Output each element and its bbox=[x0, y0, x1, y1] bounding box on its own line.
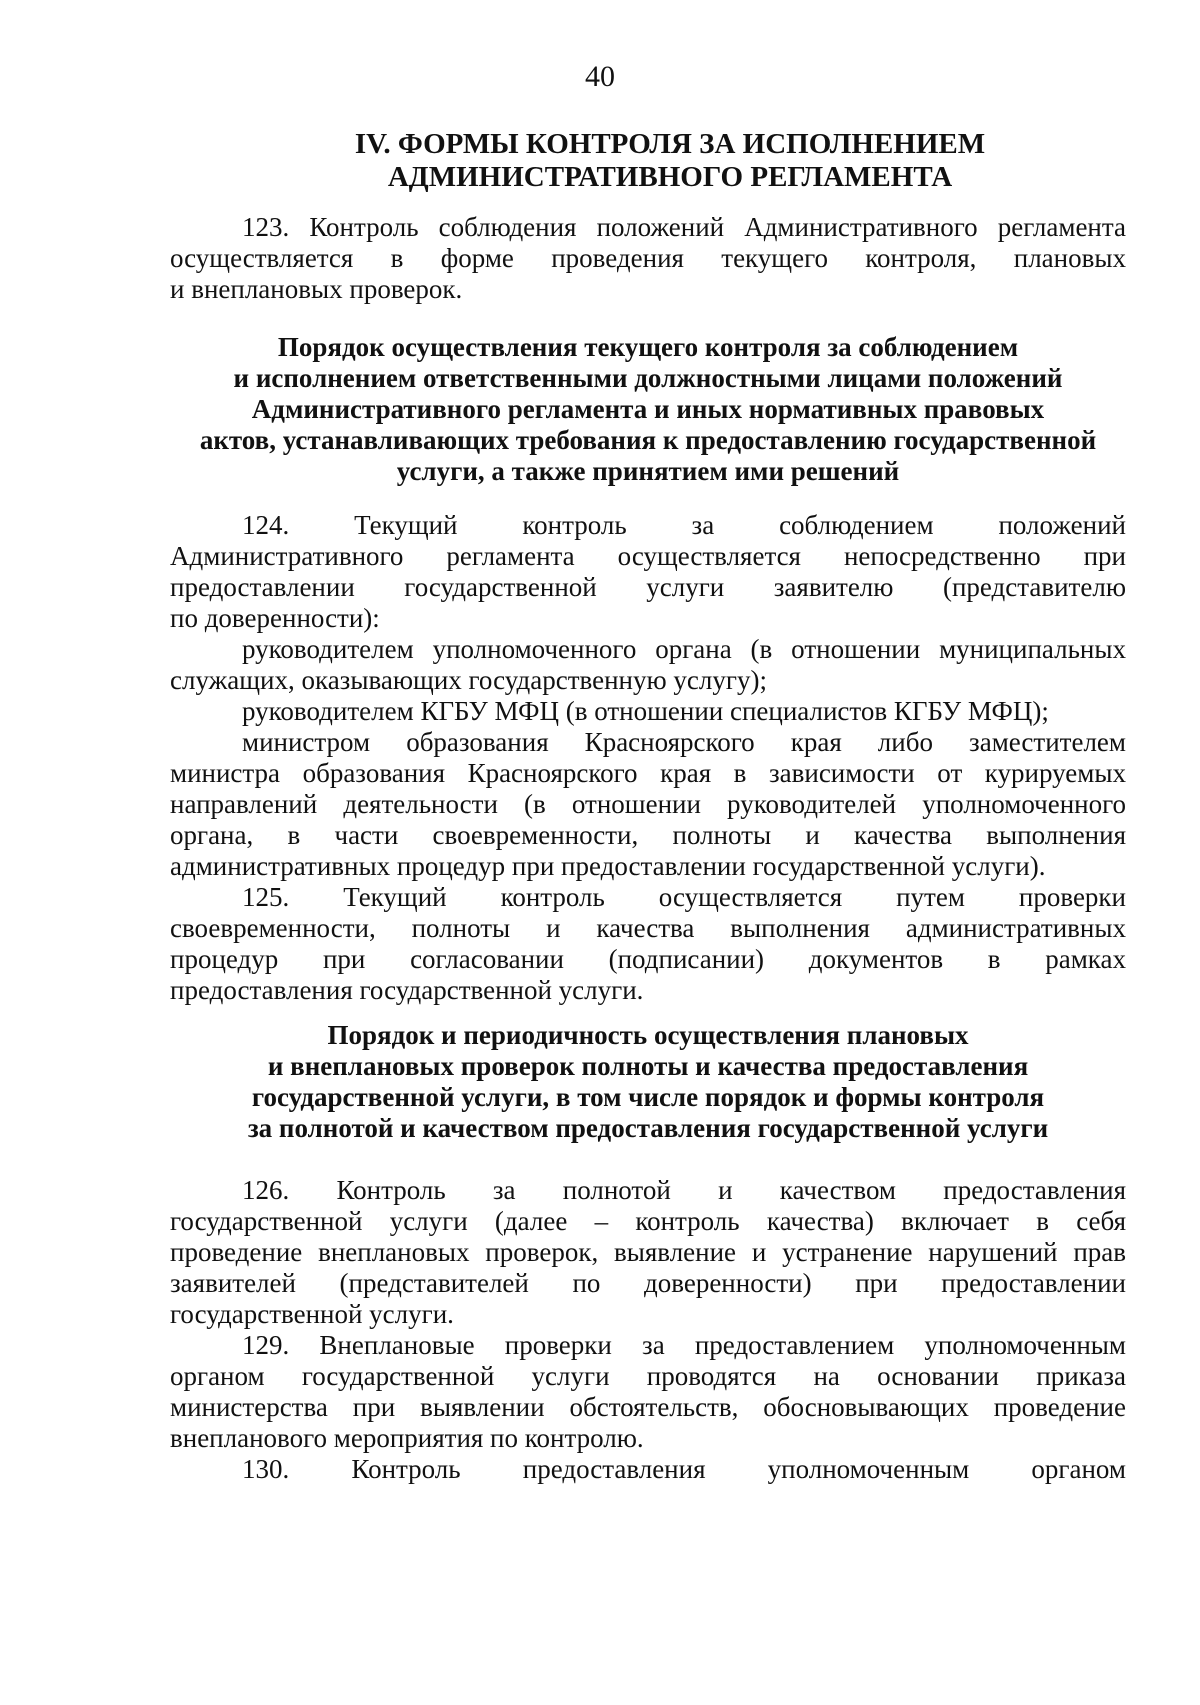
text-line: органом государственной услуги проводятся на основании приказа bbox=[170, 1361, 1126, 1391]
text-line: служащих, оказывающих государственную услугу); bbox=[170, 665, 767, 695]
text-line: по доверенности): bbox=[170, 603, 380, 633]
heading-line: актов, устанавливающих требования к предоставлению государственной bbox=[199, 425, 1097, 455]
text-line: руководителем КГБУ МФЦ (в отношении специалистов КГБУ МФЦ); bbox=[242, 696, 1049, 726]
text-line: министерства при выявлении обстоятельств, обосновывающих проведение bbox=[170, 1392, 1126, 1422]
text-line: 125. Текущий контроль осуществляется путем проверки bbox=[242, 882, 1126, 912]
heading-line: за полнотой и качеством предоставления государственной услуги bbox=[247, 1113, 1049, 1143]
text-line: и внеплановых проверок. bbox=[170, 274, 463, 304]
paragraph-129 bbox=[170, 1330, 1126, 1454]
heading-line: Порядок и периодичность осуществления плановых bbox=[327, 1020, 969, 1050]
heading-line: государственной услуги, в том числе порядок и формы контроля bbox=[251, 1082, 1045, 1112]
paragraph-125 bbox=[170, 882, 1126, 1006]
page-number: 40 bbox=[585, 60, 615, 93]
paragraph-124 bbox=[170, 510, 1126, 882]
heading-line: и внеплановых проверок полноты и качества предоставления bbox=[267, 1051, 1029, 1081]
heading-line: услуги, а также принятием ими решений bbox=[396, 456, 900, 486]
text-line: 123. Контроль соблюдения положений Административного регламента bbox=[242, 212, 1126, 242]
text-line: предоставления государственной услуги. bbox=[170, 975, 644, 1005]
text-line: своевременности, полноты и качества выполнения административных bbox=[170, 913, 1126, 943]
text-line: Административного регламента осуществляется непосредственно при bbox=[170, 541, 1126, 571]
text-line: государственной услуги (далее – контроль качества) включает в себя bbox=[170, 1206, 1126, 1236]
text-line: заявителей (представителей по доверенности) при предоставлении bbox=[170, 1268, 1126, 1298]
heading-line: Порядок осуществления текущего контроля за соблюдением bbox=[277, 332, 1019, 362]
heading-line: Административного регламента и иных нормативных правовых bbox=[251, 394, 1045, 424]
text-line: министром образования Красноярского края либо заместителем bbox=[242, 727, 1126, 757]
text-line: проведение внеплановых проверок, выявление и устранение нарушений прав bbox=[170, 1237, 1126, 1267]
text-line: внепланового мероприятия по контролю. bbox=[170, 1423, 644, 1453]
section-title-line: IV. ФОРМЫ КОНТРОЛЯ ЗА ИСПОЛНЕНИЕМ bbox=[354, 128, 986, 160]
text-line: 124. Текущий контроль за соблюдением положений bbox=[242, 510, 1126, 540]
text-line: органа, в части своевременности, полноты и качества выполнения bbox=[170, 820, 1126, 850]
text-line: предоставлении государственной услуги заявителю (представителю bbox=[170, 572, 1126, 602]
text-line: направлений деятельности (в отношении руководителей уполномоченного bbox=[170, 789, 1126, 819]
text-line: процедур при согласовании (подписании) документов в рамках bbox=[170, 944, 1126, 974]
subsection-heading bbox=[170, 332, 1126, 487]
text-line: министра образования Красноярского края в зависимости от курируемых bbox=[170, 758, 1126, 788]
text-line: 129. Внеплановые проверки за предоставлением уполномоченным bbox=[242, 1330, 1126, 1360]
section-title bbox=[170, 128, 1170, 194]
text-line: руководителем уполномоченного органа (в отношении муниципальных bbox=[242, 634, 1126, 664]
text-line: 126. Контроль за полнотой и качеством предоставления bbox=[242, 1175, 1126, 1205]
text-line: осуществляется в форме проведения текущего контроля, плановых bbox=[170, 243, 1126, 273]
paragraph-130 bbox=[170, 1454, 1126, 1485]
heading-line: и исполнением ответственными должностными лицами положений bbox=[233, 363, 1063, 393]
section-title-line: АДМИНИСТРАТИВНОГО РЕГЛАМЕНТА bbox=[387, 161, 953, 193]
subsection-heading bbox=[170, 1020, 1126, 1144]
paragraph-123 bbox=[170, 212, 1126, 305]
text-line: административных процедур при предоставлении государственной услуги). bbox=[170, 851, 1046, 881]
text-line: государственной услуги. bbox=[170, 1299, 454, 1329]
paragraph-126 bbox=[170, 1175, 1126, 1330]
text-line: 130. Контроль предоставления уполномоченным органом bbox=[242, 1454, 1126, 1484]
